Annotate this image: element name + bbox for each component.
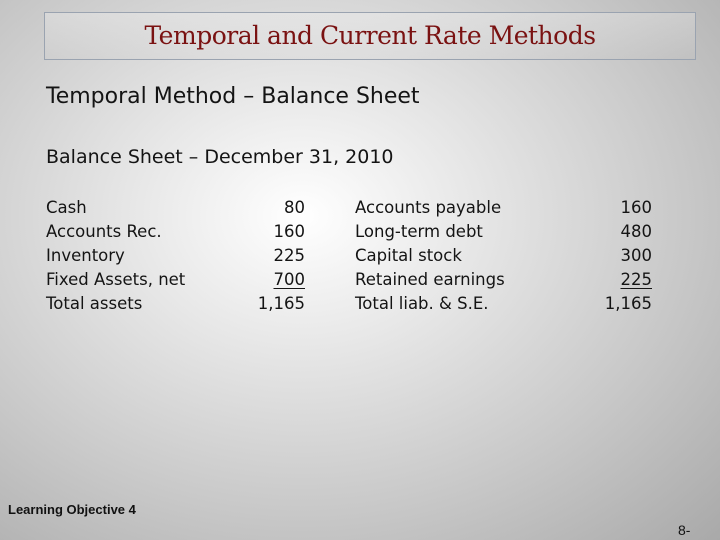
liabilities-labels-column	[355, 196, 505, 316]
liability-label: Total liab. & S.E.	[355, 294, 489, 313]
asset-label: Fixed Assets, net	[46, 270, 186, 289]
liability-value-total: 1,165	[604, 294, 652, 313]
asset-value: 80	[284, 198, 305, 217]
assets-values-column	[250, 196, 305, 316]
balance-sheet-date-heading: Balance Sheet – December 31, 2010	[46, 146, 394, 168]
asset-label: Cash	[46, 198, 87, 217]
title-box	[44, 12, 696, 60]
slide-title: Temporal and Current Rate Methods	[144, 21, 596, 50]
asset-label: Accounts Rec.	[46, 222, 162, 241]
asset-label: Inventory	[46, 246, 125, 265]
asset-value: 160	[273, 222, 305, 241]
liability-value: 480	[620, 222, 652, 241]
liability-value	[600, 268, 652, 292]
liability-label: Accounts payable	[355, 198, 502, 217]
section-subtitle: Temporal Method – Balance Sheet	[46, 84, 420, 109]
learning-objective-label: Learning Objective 4	[8, 502, 136, 517]
assets-labels-column	[46, 196, 185, 316]
asset-value-underlined: 700	[273, 270, 305, 289]
liability-label: Long-term debt	[355, 222, 483, 241]
liabilities-values-column	[600, 196, 652, 316]
liability-value: 300	[620, 246, 652, 265]
liability-label: Capital stock	[355, 246, 462, 265]
liability-value: 160	[620, 198, 652, 217]
page-number: 8-	[678, 522, 691, 538]
liability-value-underlined: 225	[620, 270, 652, 289]
asset-label: Total assets	[46, 294, 143, 313]
liability-label: Retained earnings	[355, 270, 505, 289]
asset-value	[250, 268, 305, 292]
asset-value-total: 1,165	[257, 294, 305, 313]
asset-value: 225	[273, 246, 305, 265]
